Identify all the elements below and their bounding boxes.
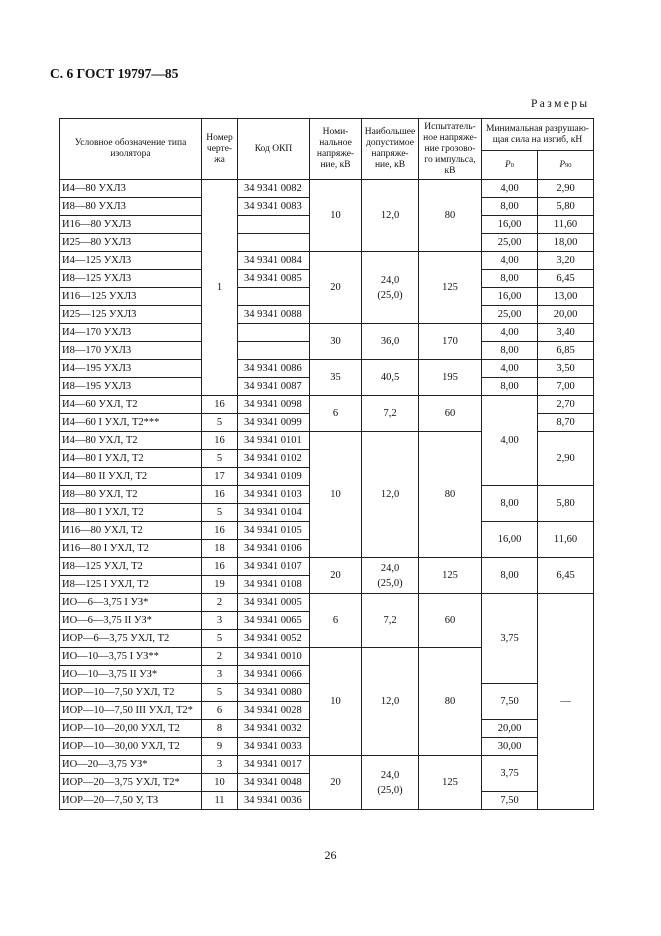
cell-okp: 34 9341 0028 — [238, 702, 310, 720]
cell-type: ИО—6—3,75 I УЗ* — [60, 594, 202, 612]
cell-p90: 2,90 — [538, 180, 594, 198]
cell-type: И4—80 II УХЛ, Т2 — [60, 468, 202, 486]
cell-p0: 16,00 — [482, 216, 538, 234]
cell-okp: 34 9341 0087 — [238, 378, 310, 396]
cell-nominal: 10 — [310, 648, 362, 756]
cell-drawing: 18 — [202, 540, 238, 558]
cell-max: 36,0 — [362, 324, 419, 360]
cell-nominal: 6 — [310, 594, 362, 648]
cell-max: 40,5 — [362, 360, 419, 396]
cell-okp: 34 9341 0032 — [238, 720, 310, 738]
cell-p0: 25,00 — [482, 234, 538, 252]
cell-p0: 30,00 — [482, 738, 538, 756]
cell-max: 24,0 (25,0) — [362, 252, 419, 324]
cell-type: ИО—20—3,75 УЗ* — [60, 756, 202, 774]
cell-okp: 34 9341 0109 — [238, 468, 310, 486]
header-p0: P0 — [482, 151, 538, 180]
header-nominal-voltage: Номи-нальное напряже-ние, кВ — [310, 119, 362, 180]
cell-type: ИО—6—3,75 II УЗ* — [60, 612, 202, 630]
cell-drawing: 10 — [202, 774, 238, 792]
cell-okp — [238, 234, 310, 252]
cell-type: И25—125 УХЛ3 — [60, 306, 202, 324]
cell-type: И4—60 УХЛ, Т2 — [60, 396, 202, 414]
sizes-label: Размеры — [531, 98, 590, 110]
cell-nominal: 20 — [310, 558, 362, 594]
cell-p90: 2,90 — [538, 432, 594, 486]
cell-nominal: 30 — [310, 324, 362, 360]
cell-okp: 34 9341 0083 — [238, 198, 310, 216]
cell-drawing: 17 — [202, 468, 238, 486]
cell-type: И4—60 I УХЛ, Т2*** — [60, 414, 202, 432]
header-type: Условное обозначение типа изолятора — [60, 119, 202, 180]
cell-nominal: 20 — [310, 756, 362, 810]
cell-p90: 3,40 — [538, 324, 594, 342]
cell-okp: 34 9341 0036 — [238, 792, 310, 810]
cell-type: ИОР—10—7,50 УХЛ, Т2 — [60, 684, 202, 702]
cell-test: 60 — [419, 396, 482, 432]
cell-okp: 34 9341 0065 — [238, 612, 310, 630]
cell-nominal: 6 — [310, 396, 362, 432]
cell-okp: 34 9341 0099 — [238, 414, 310, 432]
cell-okp: 34 9341 0033 — [238, 738, 310, 756]
cell-drawing: 19 — [202, 576, 238, 594]
cell-type: И4—80 УХЛ, Т2 — [60, 432, 202, 450]
header-max-voltage: Наибольшее допустимое напряже-ние, кВ — [362, 119, 419, 180]
cell-type: ИО—10—3,75 II УЗ* — [60, 666, 202, 684]
cell-p0: 20,00 — [482, 720, 538, 738]
cell-type: И8—125 УХЛ, Т2 — [60, 558, 202, 576]
cell-type: И4—80 УХЛ3 — [60, 180, 202, 198]
cell-type: И8—80 УХЛ, Т2 — [60, 486, 202, 504]
header-drawing-no: Номер черте-жа — [202, 119, 238, 180]
cell-drawing: 8 — [202, 720, 238, 738]
cell-max: 24,0 (25,0) — [362, 756, 419, 810]
cell-okp: 34 9341 0048 — [238, 774, 310, 792]
cell-drawing: 16 — [202, 396, 238, 414]
cell-okp: 34 9341 0085 — [238, 270, 310, 288]
cell-p90: 6,45 — [538, 270, 594, 288]
cell-nominal: 10 — [310, 180, 362, 252]
cell-drawing: 16 — [202, 486, 238, 504]
cell-okp — [238, 216, 310, 234]
cell-p90: 7,00 — [538, 378, 594, 396]
cell-drawing: 6 — [202, 702, 238, 720]
cell-okp — [238, 288, 310, 306]
cell-okp: 34 9341 0017 — [238, 756, 310, 774]
cell-type: ИОР—10—30,00 УХЛ, Т2 — [60, 738, 202, 756]
cell-okp: 34 9341 0086 — [238, 360, 310, 378]
cell-drawing: 2 — [202, 648, 238, 666]
cell-okp: 34 9341 0066 — [238, 666, 310, 684]
table-row — [60, 558, 594, 576]
cell-type: ИОР—20—7,50 У, ТЗ — [60, 792, 202, 810]
cell-p0: 7,50 — [482, 792, 538, 810]
cell-drawing: 5 — [202, 450, 238, 468]
page-number: 26 — [324, 848, 337, 862]
cell-okp: 34 9341 0082 — [238, 180, 310, 198]
cell-max: 12,0 — [362, 180, 419, 252]
cell-max: 7,2 — [362, 594, 419, 648]
cell-type: И8—80 УХЛ3 — [60, 198, 202, 216]
cell-nominal: 35 — [310, 360, 362, 396]
cell-okp: 34 9341 0084 — [238, 252, 310, 270]
cell-okp — [238, 324, 310, 342]
cell-okp: 34 9341 0105 — [238, 522, 310, 540]
cell-p0: 25,00 — [482, 306, 538, 324]
cell-p90: — — [538, 594, 594, 810]
cell-p90: 8,70 — [538, 414, 594, 432]
header-okp: Код ОКП — [238, 119, 310, 180]
cell-p0: 8,00 — [482, 198, 538, 216]
cell-okp: 34 9341 0107 — [238, 558, 310, 576]
cell-p90: 3,50 — [538, 360, 594, 378]
cell-type: И25—80 УХЛ3 — [60, 234, 202, 252]
cell-p0: 3,75 — [482, 594, 538, 684]
cell-p90: 6,45 — [538, 558, 594, 594]
cell-type: И4—80 I УХЛ, Т2 — [60, 450, 202, 468]
cell-p0: 8,00 — [482, 486, 538, 522]
table-row — [60, 324, 594, 342]
cell-type: ИОР—6—3,75 УХЛ, Т2 — [60, 630, 202, 648]
cell-type: И4—125 УХЛ3 — [60, 252, 202, 270]
cell-max: 12,0 — [362, 648, 419, 756]
cell-type: ИОР—10—20,00 УХЛ, Т2 — [60, 720, 202, 738]
cell-drawing: 9 — [202, 738, 238, 756]
cell-drawing: 2 — [202, 594, 238, 612]
cell-okp: 34 9341 0098 — [238, 396, 310, 414]
cell-type: И8—125 I УХЛ, Т2 — [60, 576, 202, 594]
cell-drawing: 5 — [202, 504, 238, 522]
cell-drawing: 16 — [202, 432, 238, 450]
cell-drawing: 5 — [202, 684, 238, 702]
cell-p90: 2,70 — [538, 396, 594, 414]
cell-okp: 34 9341 0088 — [238, 306, 310, 324]
cell-p0: 4,00 — [482, 324, 538, 342]
cell-max: 7,2 — [362, 396, 419, 432]
cell-p90: 5,80 — [538, 198, 594, 216]
cell-drawing: 5 — [202, 630, 238, 648]
cell-p90: 20,00 — [538, 306, 594, 324]
cell-type: И8—170 УХЛ3 — [60, 342, 202, 360]
cell-okp: 34 9341 0104 — [238, 504, 310, 522]
cell-test: 60 — [419, 594, 482, 648]
cell-test: 125 — [419, 756, 482, 810]
cell-p90: 11,60 — [538, 522, 594, 558]
table-row — [60, 756, 594, 774]
cell-okp: 34 9341 0080 — [238, 684, 310, 702]
page-title: С. 6 ГОСТ 19797—85 — [50, 66, 179, 81]
cell-p90: 6,85 — [538, 342, 594, 360]
cell-okp: 34 9341 0101 — [238, 432, 310, 450]
cell-p0: 4,00 — [482, 396, 538, 486]
cell-p90: 5,80 — [538, 486, 594, 522]
cell-type: И16—125 УХЛ3 — [60, 288, 202, 306]
cell-drawing: 16 — [202, 522, 238, 540]
cell-type: ИОР—10—7,50 III УХЛ, Т2* — [60, 702, 202, 720]
cell-okp: 34 9341 0103 — [238, 486, 310, 504]
table-row — [60, 360, 594, 378]
cell-type: И8—195 УХЛ3 — [60, 378, 202, 396]
cell-p0: 4,00 — [482, 360, 538, 378]
cell-p0: 8,00 — [482, 342, 538, 360]
cell-type: И16—80 I УХЛ, Т2 — [60, 540, 202, 558]
cell-type: ИОР—20—3,75 УХЛ, Т2* — [60, 774, 202, 792]
cell-max: 12,0 — [362, 432, 419, 558]
cell-type: И16—80 УХЛ, Т2 — [60, 522, 202, 540]
cell-type: И8—80 I УХЛ, Т2 — [60, 504, 202, 522]
cell-p0: 7,50 — [482, 684, 538, 720]
cell-test: 80 — [419, 648, 482, 756]
cell-p90: 13,00 — [538, 288, 594, 306]
cell-okp: 34 9341 0106 — [238, 540, 310, 558]
header-row — [60, 119, 594, 151]
cell-p0: 8,00 — [482, 378, 538, 396]
cell-test: 170 — [419, 324, 482, 360]
cell-nominal: 10 — [310, 432, 362, 558]
cell-drawing: 3 — [202, 756, 238, 774]
cell-type: ИО—10—3,75 I УЗ** — [60, 648, 202, 666]
cell-p0: 8,00 — [482, 558, 538, 594]
header-p90: P90 — [538, 151, 594, 180]
cell-okp: 34 9341 0108 — [238, 576, 310, 594]
cell-p0: 4,00 — [482, 180, 538, 198]
cell-p90: 18,00 — [538, 234, 594, 252]
cell-p0: 16,00 — [482, 288, 538, 306]
cell-drawing: 3 — [202, 666, 238, 684]
cell-test: 195 — [419, 360, 482, 396]
cell-test: 125 — [419, 558, 482, 594]
cell-drawing: 11 — [202, 792, 238, 810]
cell-test: 80 — [419, 432, 482, 558]
cell-drawing: 5 — [202, 414, 238, 432]
cell-p0: 8,00 — [482, 270, 538, 288]
cell-max: 24,0 (25,0) — [362, 558, 419, 594]
cell-okp: 34 9341 0102 — [238, 450, 310, 468]
cell-test: 125 — [419, 252, 482, 324]
table-row — [60, 252, 594, 270]
cell-okp — [238, 342, 310, 360]
cell-p90: 3,20 — [538, 252, 594, 270]
cell-okp: 34 9341 0010 — [238, 648, 310, 666]
cell-okp: 34 9341 0005 — [238, 594, 310, 612]
insulator-table — [59, 118, 594, 810]
cell-drawing: 16 — [202, 558, 238, 576]
cell-type: И4—170 УХЛ3 — [60, 324, 202, 342]
cell-p0: 3,75 — [482, 756, 538, 792]
cell-type: И16—80 УХЛ3 — [60, 216, 202, 234]
table-row — [60, 180, 594, 198]
cell-p0: 16,00 — [482, 522, 538, 558]
cell-okp: 34 9341 0052 — [238, 630, 310, 648]
table-row — [60, 396, 594, 414]
header-min-force: Минимальная разрушаю-щая сила на изгиб, кН — [482, 119, 594, 151]
cell-p0: 4,00 — [482, 252, 538, 270]
table-row — [60, 594, 594, 612]
cell-p90: 11,60 — [538, 216, 594, 234]
cell-test: 80 — [419, 180, 482, 252]
cell-drawing: 3 — [202, 612, 238, 630]
cell-type: И8—125 УХЛ3 — [60, 270, 202, 288]
cell-drawing: 1 — [202, 180, 238, 396]
header-test-voltage: Испытатель-ное напряже-ние грозово-го импульса, кВ — [419, 119, 482, 180]
cell-nominal: 20 — [310, 252, 362, 324]
cell-type: И4—195 УХЛ3 — [60, 360, 202, 378]
